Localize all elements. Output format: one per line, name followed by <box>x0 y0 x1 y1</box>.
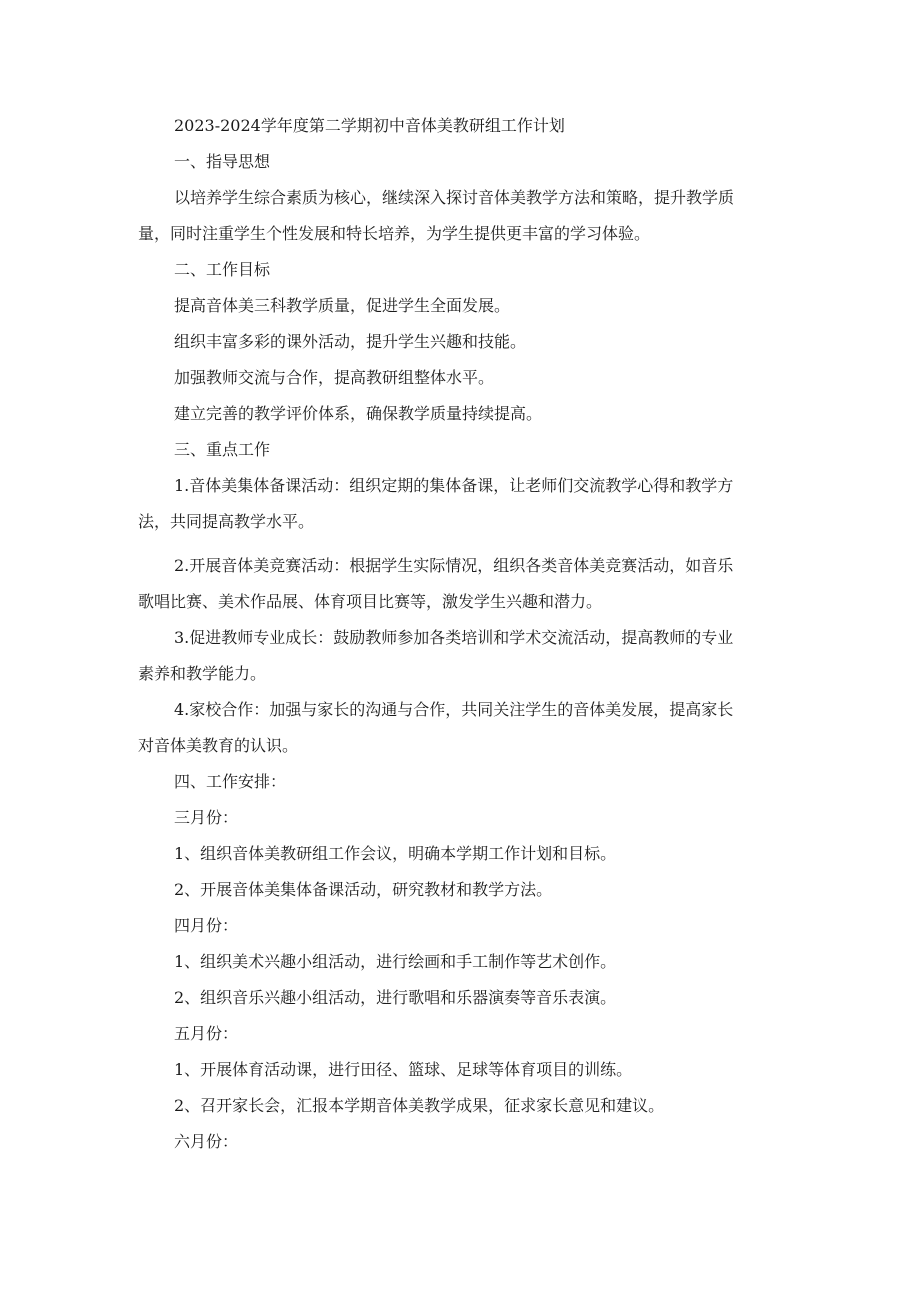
section-heading-work-schedule: 四、工作安排： <box>174 772 287 791</box>
section-heading-guiding-ideology: 一、指导思想 <box>174 152 271 171</box>
paragraph-line: 量，同时注重学生个性发展和特长培养，为学生提供更丰富的学习体验。 <box>138 224 651 243</box>
paragraph-line: 歌唱比赛、美术作品展、体育项目比赛等，激发学生兴趣和潜力。 <box>138 592 603 611</box>
key-work-item <box>138 468 778 540</box>
document-title: 2023-2024学年度第二学期初中音体美教研组工作计划 <box>174 116 565 135</box>
paragraph-line: 法，共同提高教学水平。 <box>138 512 315 531</box>
key-work-item <box>138 692 778 764</box>
schedule-item: 1、组织音体美教研组工作会议，明确本学期工作计划和目标。 <box>174 844 617 863</box>
schedule-item: 2、组织音乐兴趣小组活动，进行歌唱和乐器演奏等音乐表演。 <box>174 988 617 1007</box>
paragraph-line: 1.音体美集体备课活动：组织定期的集体备课，让老师们交流教学心得和教学方 <box>174 476 734 495</box>
guiding-ideology-paragraph <box>138 180 778 252</box>
section-heading-work-goals: 二、工作目标 <box>174 260 271 279</box>
schedule-item: 2、召开家长会，汇报本学期音体美教学成果，征求家长意见和建议。 <box>174 1096 665 1115</box>
month-label-march: 三月份： <box>174 808 239 827</box>
paragraph-line: 素养和教学能力。 <box>138 664 267 683</box>
paragraph-line: 以培养学生综合素质为核心，继续深入探讨音体美教学方法和策略，提升教学质 <box>174 188 735 207</box>
goal-item: 提高音体美三科教学质量，促进学生全面发展。 <box>174 296 511 315</box>
month-label-april: 四月份： <box>174 916 239 935</box>
schedule-item: 1、开展体育活动课，进行田径、篮球、足球等体育项目的训练。 <box>174 1060 633 1079</box>
paragraph-line: 4.家校合作：加强与家长的沟通与合作，共同关注学生的音体美发展，提高家长 <box>174 700 734 719</box>
month-label-may: 五月份： <box>174 1024 239 1043</box>
goal-item: 加强教师交流与合作，提高教研组整体水平。 <box>174 368 495 387</box>
key-work-item <box>138 620 778 692</box>
schedule-item: 2、开展音体美集体备课活动，研究教材和教学方法。 <box>174 880 553 899</box>
goal-item: 建立完善的教学评价体系，确保教学质量持续提高。 <box>174 404 543 423</box>
schedule-item: 1、组织美术兴趣小组活动，进行绘画和手工制作等艺术创作。 <box>174 952 617 971</box>
key-work-item <box>138 548 778 620</box>
paragraph-line: 2.开展音体美竞赛活动：根据学生实际情况，组织各类音体美竞赛活动，如音乐 <box>174 556 734 575</box>
section-heading-key-work: 三、重点工作 <box>174 440 271 459</box>
paragraph-line: 3.促进教师专业成长：鼓励教师参加各类培训和学术交流活动，提高教师的专业 <box>174 628 734 647</box>
paragraph-line: 对音体美教育的认识。 <box>138 736 299 755</box>
month-label-june: 六月份： <box>174 1132 239 1151</box>
goal-item: 组织丰富多彩的课外活动，提升学生兴趣和技能。 <box>174 332 527 351</box>
